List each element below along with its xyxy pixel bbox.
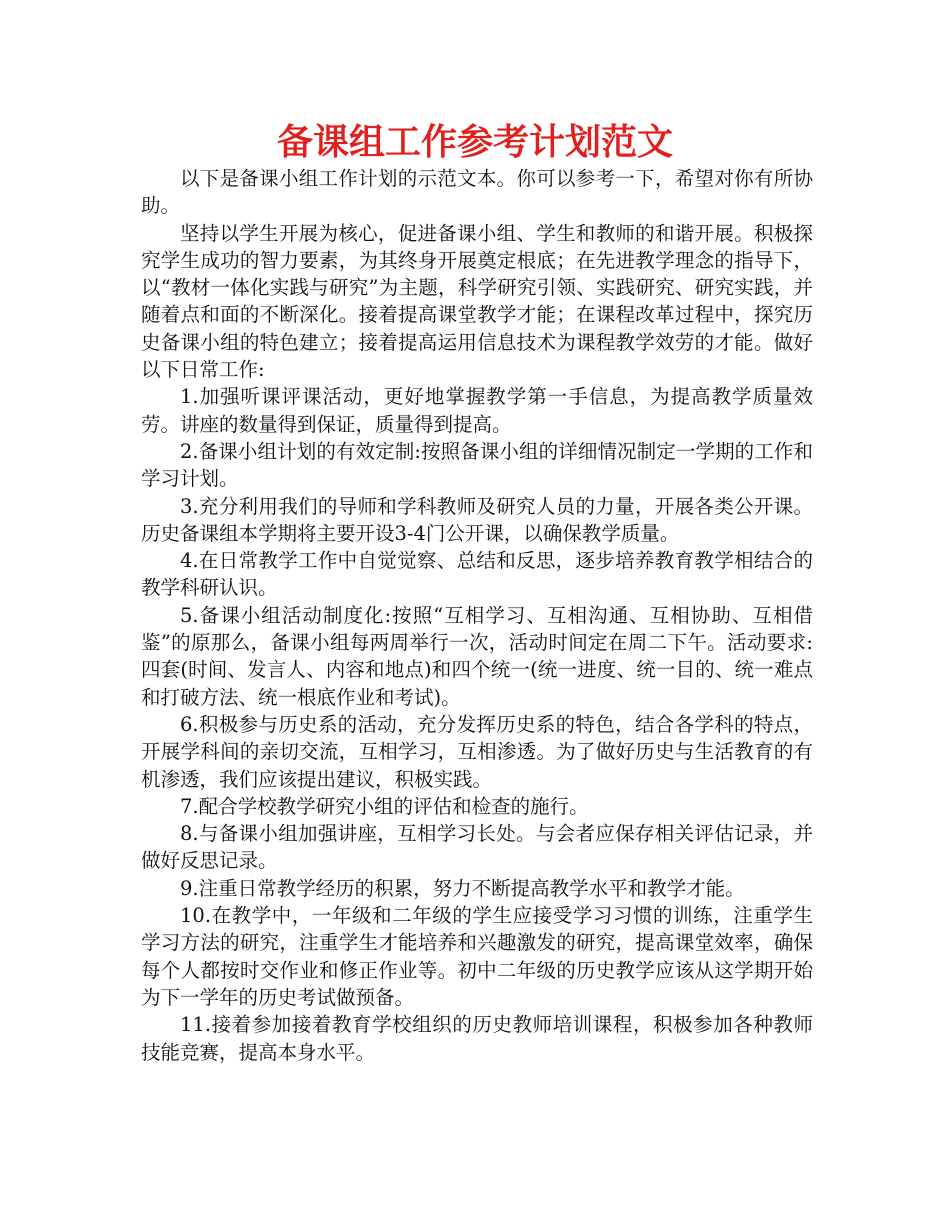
list-item-11: 11.接着参加接着教育学校组织的历史教师培训课程，积极参加各种教师技能竞赛，提高本身水平。 (141, 1013, 813, 1064)
document-title: 备课组工作参考计划范文 (276, 122, 673, 163)
list-item-5: 5.备课小组活动制度化:按照“互相学习、互相沟通、互相协助、互相借鉴”的原那么，备课小组每两周举行一次，活动时间定在周二下午。活动要求:四套(时间、发言人、内容和地点)和四个统一(统一进度、统一目的、统一难点和打破方法、统一根底作业和考试)。 (141, 603, 813, 709)
list-item-7: 7.配合学校教学研究小组的评估和检查的施行。 (180, 794, 589, 818)
list-item-2: 2.备课小组计划的有效定制:按照备课小组的详细情况制定一学期的工作和学习计划。 (141, 439, 813, 491)
list-item-6: 6.积极参与历史系的活动，充分发挥历史系的特色，结合各学科的特点，开展学科间的亲切交流，互相学习，互相渗透。为了做好历史与生活教育的有机渗透，我们应该提出建议，积极实践。 (141, 712, 813, 791)
paragraph-intro: 以下是备课小组工作计划的示范文本。你可以参考一下，希望对你有所协助。 (141, 167, 813, 218)
list-item-4: 4.在日常教学工作中自觉觉察、总结和反思，逐步培养教育教学相结合的教学科研认识。 (141, 549, 813, 600)
list-item-1: 1.加强听课评课活动，更好地掌握教学第一手信息，为提高教学质量效劳。讲座的数量得到保证，质量得到提高。 (141, 385, 813, 436)
document-body (141, 165, 813, 1066)
list-item-8: 8.与备课小组加强讲座，互相学习长处。与会者应保存相关评估记录，并做好反思记录。 (141, 822, 813, 873)
list-item-9: 9.注重日常教学经历的积累，努力不断提高教学水平和教学才能。 (180, 876, 745, 900)
list-item-10: 10.在教学中，一年级和二年级的学生应接受学习习惯的训练，注重学生学习方法的研究，注重学生才能培养和兴趣激发的研究，提高课堂效率，确保每个人都按时交作业和修正作业等。初中二年级的历史教学应该从这学期开始为下一学年的历史考试做预备。 (141, 904, 813, 1009)
paragraph-principles: 坚持以学生开展为核心，促进备课小组、学生和教师的和谐开展。积极探究学生成功的智力要素，为其终身开展奠定根底；在先进教学理念的指导下，以“教材一体化实践与研究”为主题，科学研究引领、实践研究、研究实践，并随着点和面的不断深化。接着提高课堂教学才能；在课程改革过程中，探究历史备课小组的特色建立；接着提高运用信息技术为课程教学效劳的才能。做好以下日常工作: (141, 221, 813, 382)
list-item-3: 3.充分利用我们的导师和学科教师及研究人员的力量，开展各类公开课。历史备课组本学期将主要开设3-4门公开课，以确保教学质量。 (141, 494, 813, 545)
